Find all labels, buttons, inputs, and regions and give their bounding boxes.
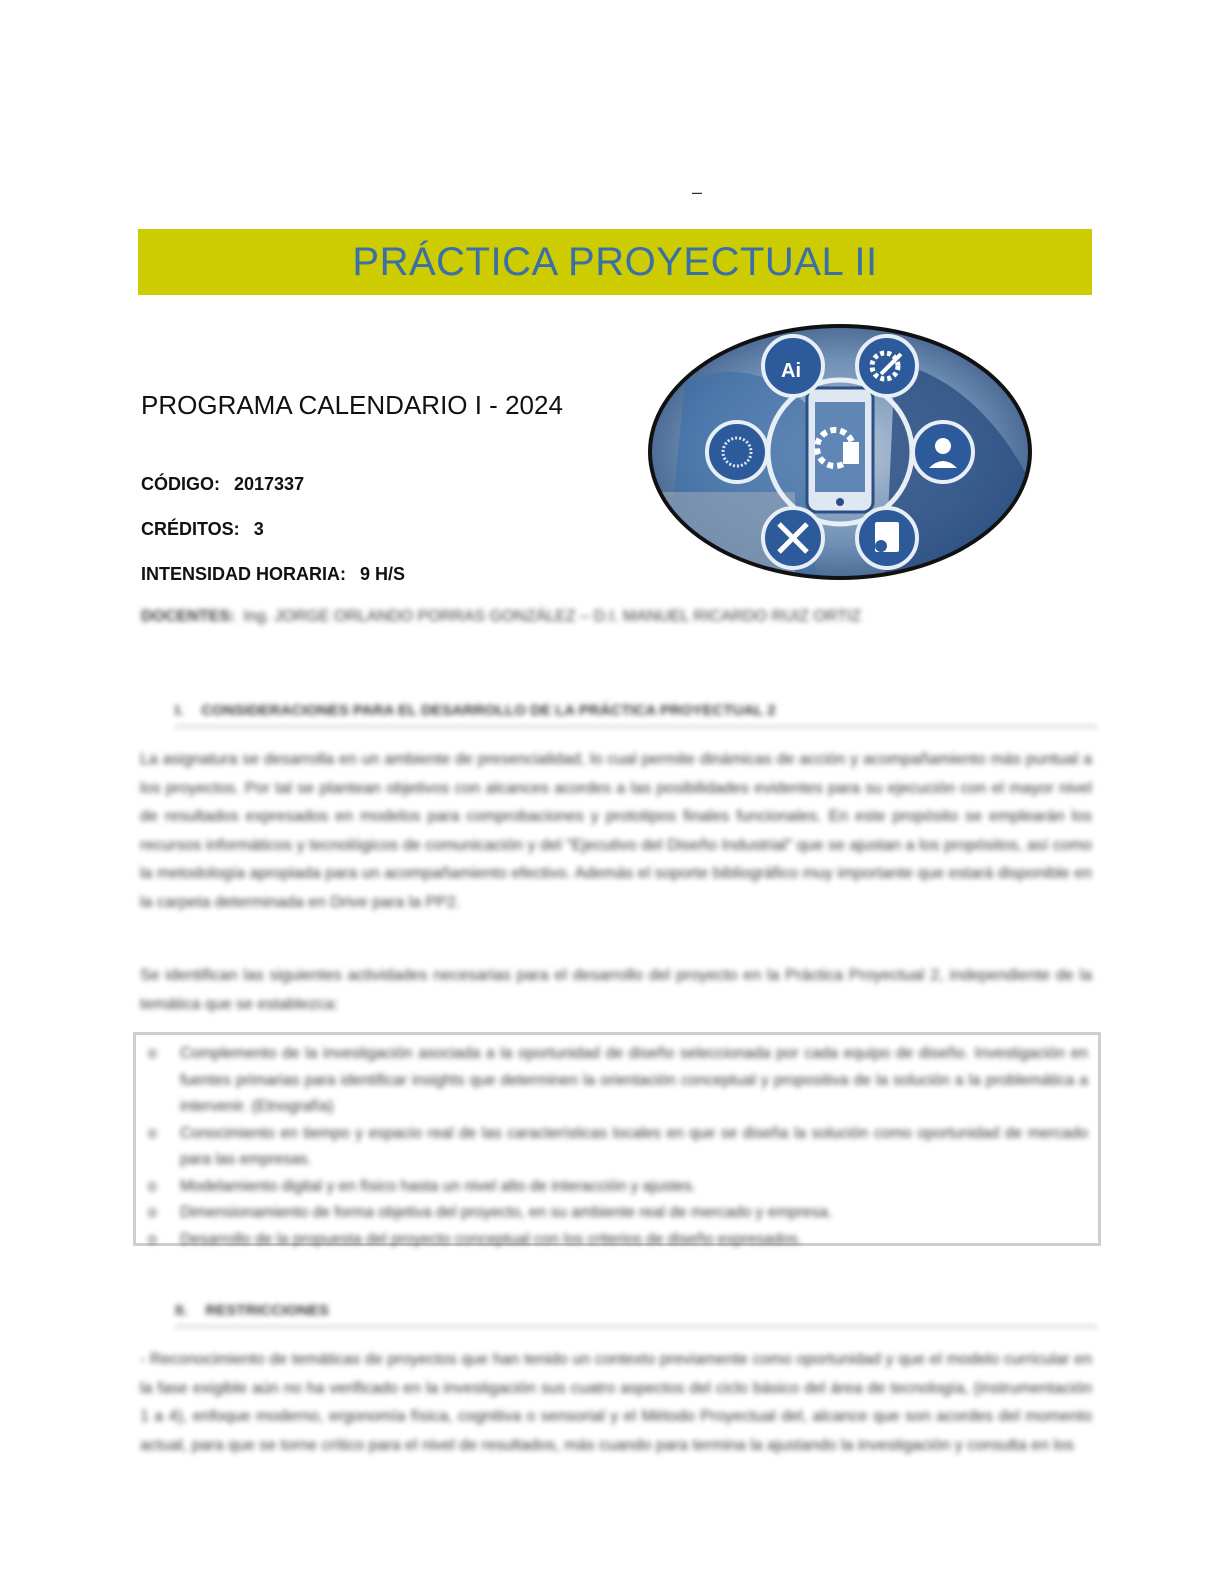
credits-value: 3 [253,519,264,539]
smartphone-icon [807,388,873,512]
hours-value: 9 H/S [360,564,406,584]
program-subtitle: PROGRAMA CALENDARIO I - 2024 [141,390,563,420]
code-line [141,474,304,495]
clipboard-check-icon [857,508,917,568]
section-1-paragraph-2: Se identifican las siguientes actividades necesarias para el desarrollo del proyecto en la Práctica Proyectual 2, independiente de la temática que se establezca: [140,967,1092,1013]
credits-line [141,519,264,540]
docentes-label: DOCENTES: [141,608,236,625]
activities-box [133,1032,1101,1246]
credits-label: CRÉDITOS: [141,519,240,539]
section-1-number: I. [175,702,184,719]
header-mark: – [692,182,703,202]
section-2-number: II. [175,1302,188,1319]
activity-item: o Desarrollo de la propuesta del proyecto conceptual con los criterios de diseño expresados. [148,1230,803,1248]
brain-network-icon [707,422,767,482]
workers-icon [913,422,973,482]
ai-robot-icon [763,336,823,396]
section-2-paragraph: - Reconocimiento de temáticas de proyectos que han tenido un contexto previamente como oportunidad y que el modelo curricular en la fase exigible aún no ha verificado en la investigación sus cuatro aspectos del ciclo básico del área de tecnología, (instrumentación 1 a 4), enfoque moderno, ergonomía física, cognitiva o sensorial y el Método Proyectual del, alcance que son acordes del momento actual, para que se torne crítico para el nivel de resultados, más cuando para termina la ajustando la investigación y consulta en los [140,1351,1092,1454]
activity-item: o Complemento de la investigación asociada a la oportunidad de diseño seleccionada por cada equipo de diseño. Investigación en fuentes primarias para identificar insights que determinen la orientación conceptual y propositiva de la solución a la problemática a intervenir. (Etnografía) [148,1045,1088,1115]
code-value: 2017337 [234,474,305,494]
section-1-title: CONSIDERACIONES PARA EL DESARROLLO DE LA PRÁCTICA PROYECTUAL 2 [201,702,776,719]
industrial-design-emblem [645,322,1035,582]
ai-icon-text: Ai [781,360,801,382]
activity-item: o Conocimiento en tiempo y espacio real de las características locales en que se diseña la solución como oportunidad de mercado para las empresas. [148,1124,1088,1168]
tools-icon [763,508,823,568]
section-2-heading [175,1302,1097,1328]
docentes-line [141,608,861,626]
activity-item: o Modelamiento digital y en físico hasta un nivel alto de interacción y ajustes. [148,1177,697,1195]
activity-item: o Dimensionamiento de forma objetiva del proyecto, en su ambiente real de mercado y empresa. [148,1204,833,1221]
activities-list [136,1035,1098,1253]
page-title: PRÁCTICA PROYECTUAL II [352,239,878,284]
section-1-paragraph-1: La asignatura se desarrolla en un ambiente de presencialidad, lo cual permite dinámicas de acción y acompañamiento más puntual a los proyectos. Por tal se plantean objetivos con alcances acordes a las posibilidades evidentes para su ejecución con el mayor nivel de resultados expresados en modelos para comprobaciones y prototipos finales funcionales. En este propósito se emplearán los recursos informáticos y tecnológicos de comunicación y del "Ejecutivo del Diseño Industrial" que se ajustan a los propósitos, así como la metodología apropiada para un acompañamiento efectivo. Además el soporte bibliográfico muy importante que estará disponible en la carpeta determinada en Drive para la PP2. [140,751,1092,911]
code-label: CÓDIGO: [141,474,220,494]
docentes-names: Ing. JORGE ORLANDO PORRAS GONZÁLEZ – D.I. MANUEL RICARDO RUIZ ORTIZ [243,608,862,625]
title-banner [138,229,1092,295]
hours-line [141,564,405,585]
gear-pencil-icon [857,336,917,396]
hours-label: INTENSIDAD HORARIA: [141,564,346,584]
section-2-title: RESTRICCIONES [205,1302,329,1319]
section-1-heading [175,702,1097,728]
